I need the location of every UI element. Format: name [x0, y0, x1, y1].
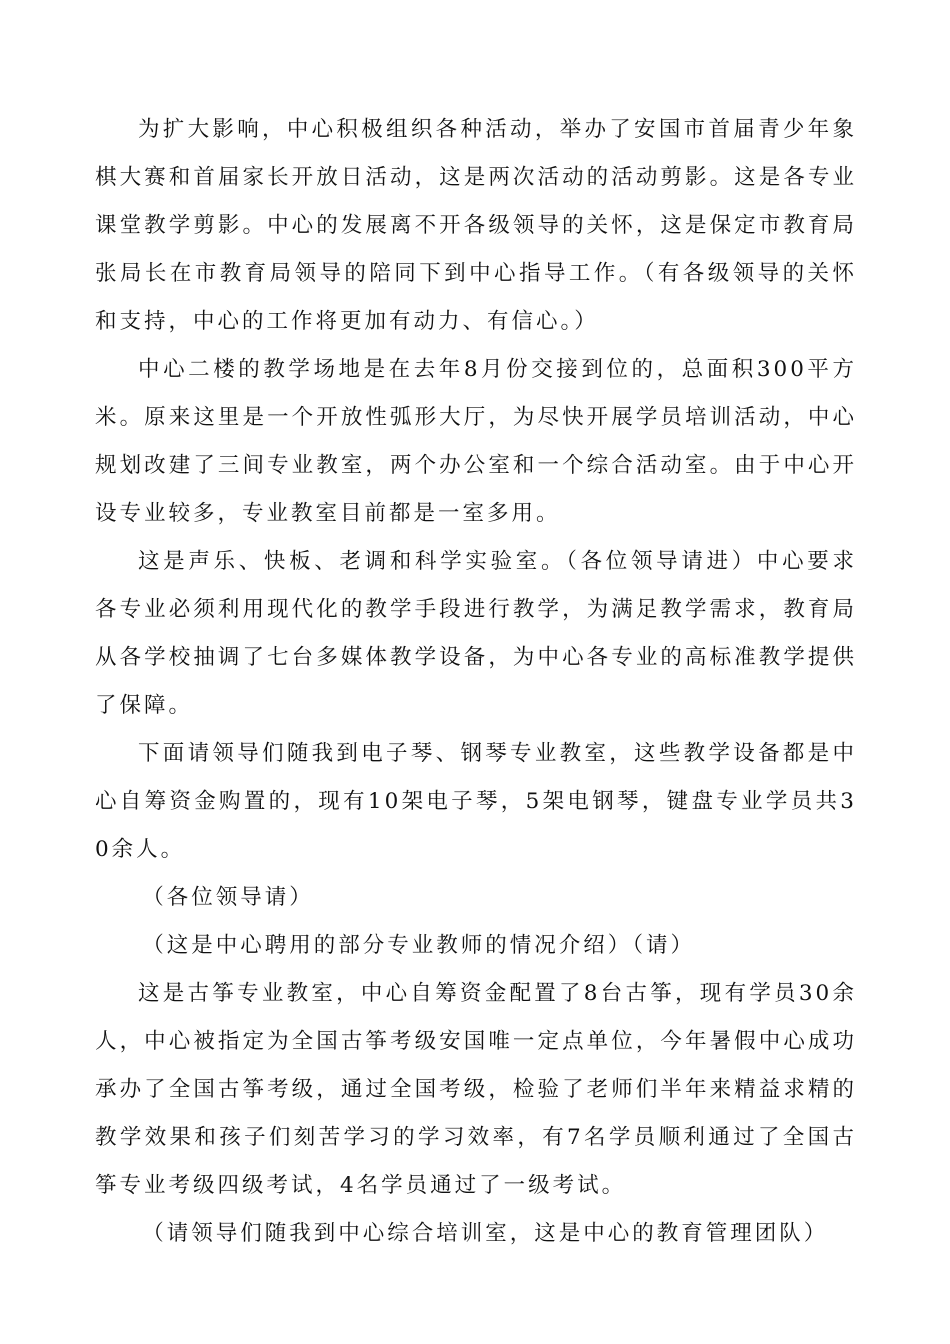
document-body	[95, 106, 857, 1258]
paragraph-note-training-room: （请领导们随我到中心综合培训室，这是中心的教育管理团队）	[142, 1221, 829, 1246]
paragraph-guzheng-room: 这是古筝专业教室，中心自筹资金配置了8台古筝，现有学员30余人，中心被指定为全国古筝考级安国唯一定点单位，今年暑假中心成功承办了全国古筝考级，通过全国考级，检验了老师们半年来精益求精的教学效果和孩子们刻苦学习的学习效率，有7名学员顺利通过了全国古筝专业考级四级考试，4名学员通过了一级考试。	[95, 981, 857, 1198]
paragraph-keyboard-room: 下面请领导们随我到电子琴、钢琴专业教室，这些教学设备都是中心自筹资金购置的，现有10架电子琴，5架电钢琴，键盘专业学员共30余人。	[95, 741, 857, 862]
paragraph-vocal-room: 这是声乐、快板、老调和科学实验室。（各位领导请进）中心要求各专业必须利用现代化的教学手段进行教学，为满足教学需求，教育局从各学校抽调了七台多媒体教学设备，为中心各专业的高标准教学提供了保障。	[95, 549, 857, 718]
paragraph-second-floor: 中心二楼的教学场地是在去年8月份交接到位的，总面积300平方米。原来这里是一个开放性弧形大厅，为尽快开展学员培训活动，中心规划改建了三间专业教室，两个办公室和一个综合活动室。由于中心开设专业较多，专业教室目前都是一室多用。	[95, 357, 857, 526]
paragraph-activities: 为扩大影响，中心积极组织各种活动，举办了安国市首届青少年象棋大赛和首届家长开放日活动，这是两次活动的活动剪影。这是各专业课堂教学剪影。中心的发展离不开各级领导的关怀，这是保定市教育局张局长在市教育局领导的陪同下到中心指导工作。（有各级领导的关怀和支持，中心的工作将更加有动力、有信心。）	[95, 117, 857, 334]
paragraph-note-leaders-please: （各位领导请）	[142, 885, 314, 910]
paragraph-note-teachers: （这是中心聘用的部分专业教师的情况介绍）（请）	[142, 933, 696, 958]
